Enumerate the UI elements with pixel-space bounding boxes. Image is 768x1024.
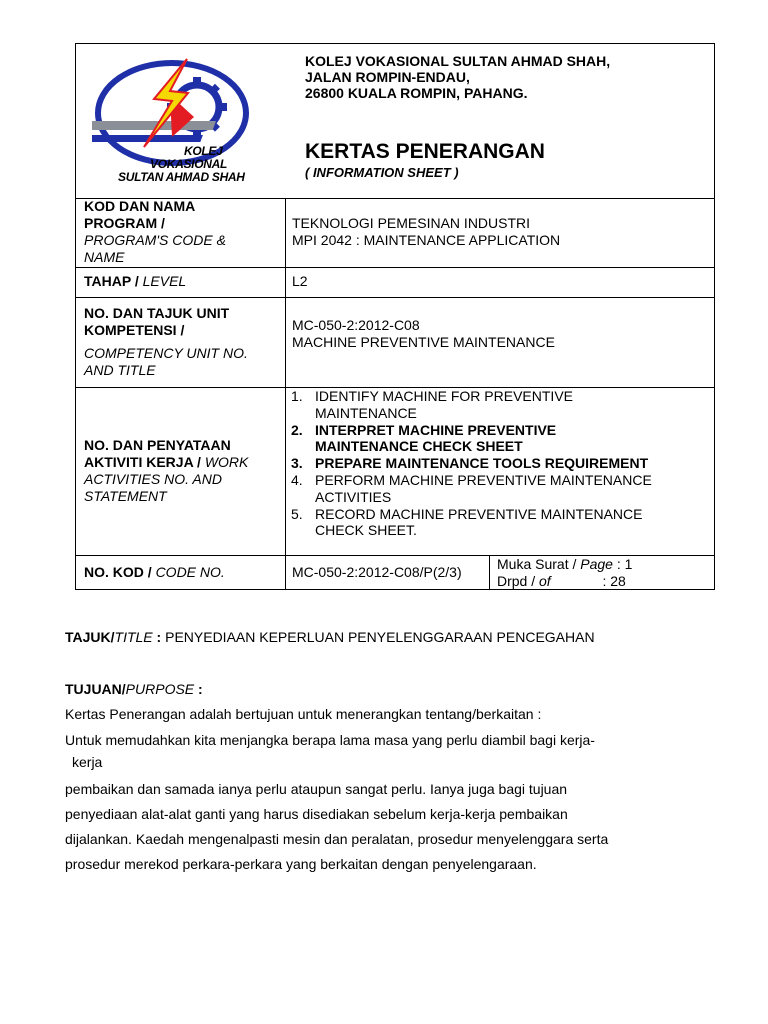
unit-value (292, 317, 555, 351)
of-label: Drpd / (497, 573, 536, 589)
purpose-colon: : (194, 681, 203, 697)
unit-label-line: KOMPETENSI / (84, 322, 185, 338)
activities-list (291, 388, 715, 539)
purpose-line: penyediaan alat-alat ganti yang harus disediakan sebelum kerja-kerja pembaikan (65, 806, 568, 822)
activity-item (291, 422, 715, 456)
activities-label-line: NO. DAN PENYATAAN (84, 437, 231, 453)
level-label-italic: LEVEL (142, 273, 187, 289)
title-label-italic: TITLE (114, 629, 153, 645)
activity-text: PERFORM MACHINE PREVENTIVE MAINTENANCE (315, 471, 652, 488)
activities-label-italic: WORK (204, 454, 249, 470)
code-label-bold: NO. KOD / (84, 564, 152, 580)
unit-value-line: MACHINE PREVENTIVE MAINTENANCE (292, 334, 555, 350)
program-label-line: PROGRAM / (84, 215, 165, 231)
sheet-subtitle: ( INFORMATION SHEET ) (305, 165, 459, 180)
activity-item (291, 455, 715, 472)
purpose-line: prosedur merekod perkara-perkara yang berkaitan dengan penyelengaraan. (65, 856, 537, 872)
activity-text: ACTIVITIES (315, 488, 392, 505)
level-value: L2 (292, 273, 308, 289)
logo-text-line1: KOLEJ (184, 144, 223, 158)
activity-item (291, 388, 715, 422)
program-label (84, 198, 195, 232)
activity-text: CHECK SHEET. (315, 522, 417, 539)
purpose-line: Untuk memudahkan kita menjangka berapa lama masa yang perlu diambil bagi kerja- (65, 732, 595, 748)
code-value: MC-050-2:2012-C08/P(2/3) (292, 564, 462, 580)
page-label: Muka Surat / (497, 556, 577, 572)
row-divider (75, 297, 715, 298)
unit-value-line: MC-050-2:2012-C08 (292, 317, 420, 333)
level-label (84, 273, 186, 290)
activity-text: PREPARE MAINTENANCE TOOLS REQUIREMENT (315, 455, 649, 472)
address-line: JALAN ROMPIN-ENDAU, (305, 69, 470, 85)
purpose-line: Kertas Penerangan adalah bertujuan untuk menerangkan tentang/berkaitan : (65, 706, 542, 722)
program-label-en (84, 232, 226, 266)
address-line: KOLEJ VOKASIONAL SULTAN AHMAD SHAH, (305, 53, 611, 69)
level-label-bold: TAHAP / (84, 273, 139, 289)
activities-label-en-line: ACTIVITIES NO. AND (84, 471, 222, 487)
program-label-en-line: NAME (84, 249, 125, 265)
address-line: 26800 KUALA ROMPIN, PAHANG. (305, 85, 528, 101)
activity-number: 5. (291, 505, 303, 522)
unit-label (84, 305, 229, 339)
page-value: : 1 (616, 556, 633, 572)
activity-text: MAINTENANCE (315, 404, 417, 421)
row-divider (75, 267, 715, 268)
sheet-title: KERTAS PENERANGAN (305, 140, 545, 163)
college-address (305, 53, 610, 101)
unit-label-en-line: AND TITLE (84, 362, 156, 378)
title-colon: : (152, 629, 166, 645)
activity-item (291, 506, 715, 540)
activity-number: 3. (291, 455, 303, 472)
program-label-en-line: PROGRAM'S CODE & (84, 232, 226, 248)
unit-label-en-line: COMPETENCY UNIT NO. (84, 345, 248, 361)
activity-item (291, 472, 715, 506)
program-value-line: TEKNOLOGI PEMESINAN INDUSTRI (292, 215, 531, 231)
purpose-label: TUJUAN/ (65, 681, 126, 697)
activity-text: MAINTENANCE CHECK SHEET (315, 438, 523, 455)
logo-text-line2: VOKASIONAL (150, 157, 228, 171)
purpose-heading (65, 681, 203, 698)
unit-label-en (84, 345, 248, 379)
activity-text: INTERPRET MACHINE PREVENTIVE (315, 421, 557, 438)
program-value (292, 215, 560, 249)
code-label (84, 564, 225, 581)
page-number (497, 556, 632, 573)
section-title (65, 629, 595, 646)
activity-text: RECORD MACHINE PREVENTIVE MAINTENANCE (315, 505, 643, 522)
activities-label (84, 437, 248, 505)
of-label-italic: of (539, 573, 551, 589)
purpose-line: pembaikan dan samada ianya perlu ataupun sangat perlu. Ianya juga bagi tujuan (65, 781, 568, 797)
page-total (497, 573, 626, 590)
title-label: TAJUK/ (65, 629, 115, 645)
code-label-italic: CODE NO. (155, 564, 225, 580)
program-label-line: KOD DAN NAMA (84, 198, 196, 214)
activities-label-en-line: STATEMENT (84, 488, 167, 504)
title-value: PENYEDIAAN KEPERLUAN PENYELENGGARAAN PENCEGAHAN (165, 629, 595, 645)
of-value: : 28 (602, 573, 626, 589)
college-logo (92, 55, 252, 190)
column-divider (285, 198, 286, 590)
page-label-italic: Page (580, 556, 613, 572)
unit-label-line: NO. DAN TAJUK UNIT (84, 305, 230, 321)
activity-text: IDENTIFY MACHINE FOR PREVENTIVE (315, 388, 573, 404)
activities-label-line (84, 454, 248, 471)
purpose-label-italic: PURPOSE (125, 681, 195, 697)
purpose-line: dijalankan. Kaedah mengenalpasti mesin dan peralatan, prosedur menyelenggara serta (65, 831, 609, 847)
activities-label-bold: AKTIVITI KERJA / (84, 454, 201, 470)
activity-number: 1. (291, 388, 303, 404)
logo-text-line3: SULTAN AHMAD SHAH (118, 170, 245, 184)
program-value-line: MPI 2042 : MAINTENANCE APPLICATION (292, 232, 561, 248)
activity-number: 2. (291, 421, 303, 438)
activity-number: 4. (291, 471, 303, 488)
purpose-line: kerja (72, 754, 103, 770)
column-divider (489, 555, 490, 590)
